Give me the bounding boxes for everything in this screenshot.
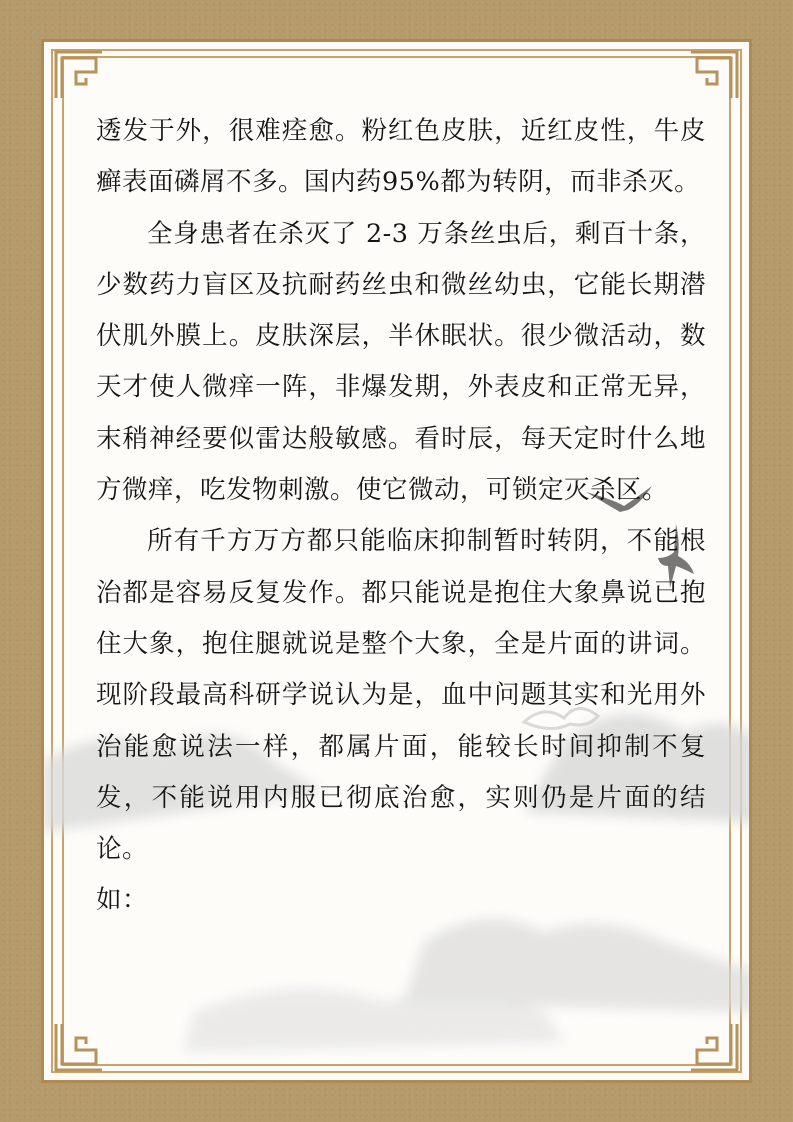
paragraph: 全身患者在杀灭了 2-3 万条丝虫后，剩百十条，少数药力盲区及抗耐药丝虫和微丝幼虫，它能长期潜伏肌外膜上。皮肤深层，半休眠状。很少微活动，数天才使人微痒一阵，非爆发期，外表皮和正常无异，末稍神经要似雷达般敏感。看时辰，每天定时什么地方微痒，吃发物刺激。使它微动，可锁定灭杀区。 bbox=[96, 218, 706, 506]
fret-corner-ornament bbox=[52, 48, 106, 102]
fret-corner-ornament bbox=[687, 48, 741, 102]
paragraph: 透发于外，很难痊愈。粉红色皮肤，近红皮性，牛皮癣表面磷屑不多。国内药95%都为转阴，而非杀灭。 bbox=[96, 116, 706, 198]
paragraph: 所有千方万方都只能临床抑制暂时转阴，不能根治都是容易反复发作。都只能说是抱住大象鼻说已抱住大象，抱住腿就说是整个大象，全是片面的讲词。现阶段最高科研学说认为是，血中问题其实和光用外治能愈说法一样，都属片面，能较长时间抑制不复发，不能说用内服已彻底治愈，实则仍是片面的结论。 bbox=[96, 526, 706, 865]
paragraph: 如： bbox=[96, 885, 149, 916]
document-page bbox=[41, 39, 752, 1083]
document-body bbox=[96, 106, 706, 927]
